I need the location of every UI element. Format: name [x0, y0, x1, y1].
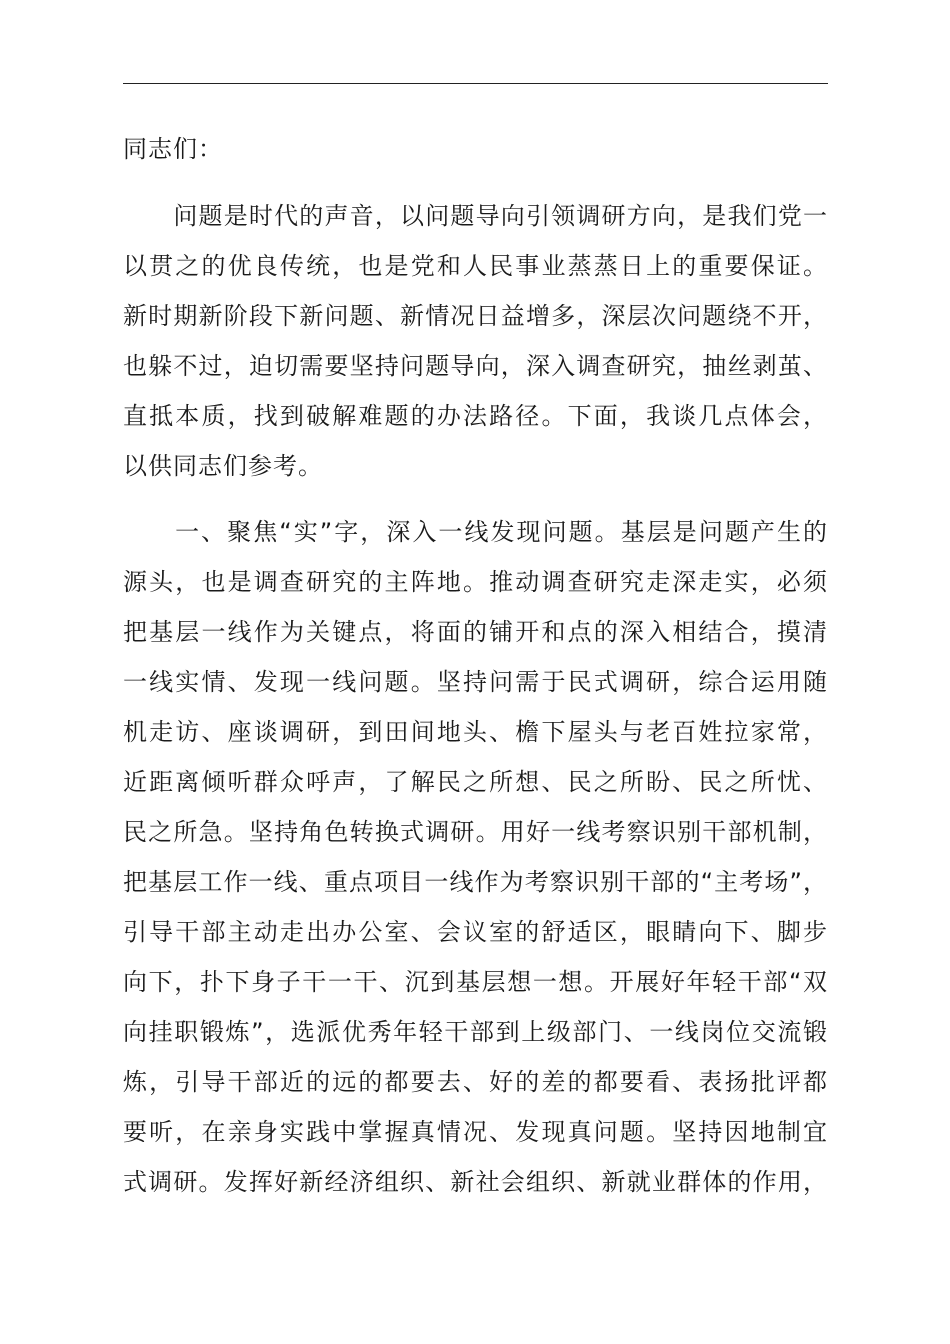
text-line: 新时期新阶段下新问题、新情况日益增多，深层次问题绕不开， — [123, 302, 828, 330]
text-line: 民之所急。坚持角色转换式调研。用好一线考察识别干部机制， — [123, 818, 828, 846]
document-body — [123, 124, 828, 1223]
text-line: 炼，引导干部近的远的都要去、好的差的都要看、表扬批评都 — [123, 1068, 828, 1096]
text-line: 向挂职锻炼”，选派优秀年轻干部到上级部门、一线岗位交流锻 — [123, 1018, 828, 1046]
text-line: 要听，在亲身实践中掌握真情况、发现真问题。坚持因地制宜 — [123, 1118, 828, 1146]
header-rule — [123, 83, 828, 84]
text-line: 以供同志们参考。 — [123, 452, 323, 480]
text-line: 一、聚焦“实”字，深入一线发现问题。基层是问题产生的 — [123, 518, 828, 546]
paragraph-section-one — [123, 507, 828, 1207]
paragraph-intro — [123, 191, 828, 491]
text-line: 问题是时代的声音，以问题导向引领调研方向，是我们党一 — [123, 202, 828, 230]
text-line: 以贯之的优良传统，也是党和人民事业蒸蒸日上的重要保证。 — [123, 252, 828, 280]
text-line: 向下，扑下身子干一干、沉到基层想一想。开展好年轻干部“双 — [123, 968, 828, 996]
text-line: 近距离倾听群众呼声，了解民之所想、民之所盼、民之所忧、 — [123, 768, 828, 796]
text-line: 一线实情、发现一线问题。坚持问需于民式调研，综合运用随 — [123, 668, 828, 696]
salutation: 同志们： — [123, 135, 223, 163]
text-line: 直抵本质，找到破解难题的办法路径。下面，我谈几点体会， — [123, 402, 828, 430]
text-line: 也躲不过，迫切需要坚持问题导向，深入调查研究，抽丝剥茧、 — [123, 352, 828, 380]
text-line: 机走访、座谈调研，到田间地头、檐下屋头与老百姓拉家常， — [123, 718, 828, 746]
text-line: 把基层一线作为关键点，将面的铺开和点的深入相结合，摸清 — [123, 618, 828, 646]
text-line: 引导干部主动走出办公室、会议室的舒适区，眼睛向下、脚步 — [123, 918, 828, 946]
text-line: 源头，也是调查研究的主阵地。推动调查研究走深走实，必须 — [123, 568, 828, 596]
text-line: 式调研。发挥好新经济组织、新社会组织、新就业群体的作用， — [123, 1168, 828, 1196]
text-line: 把基层工作一线、重点项目一线作为考察识别干部的“主考场”， — [123, 868, 828, 896]
